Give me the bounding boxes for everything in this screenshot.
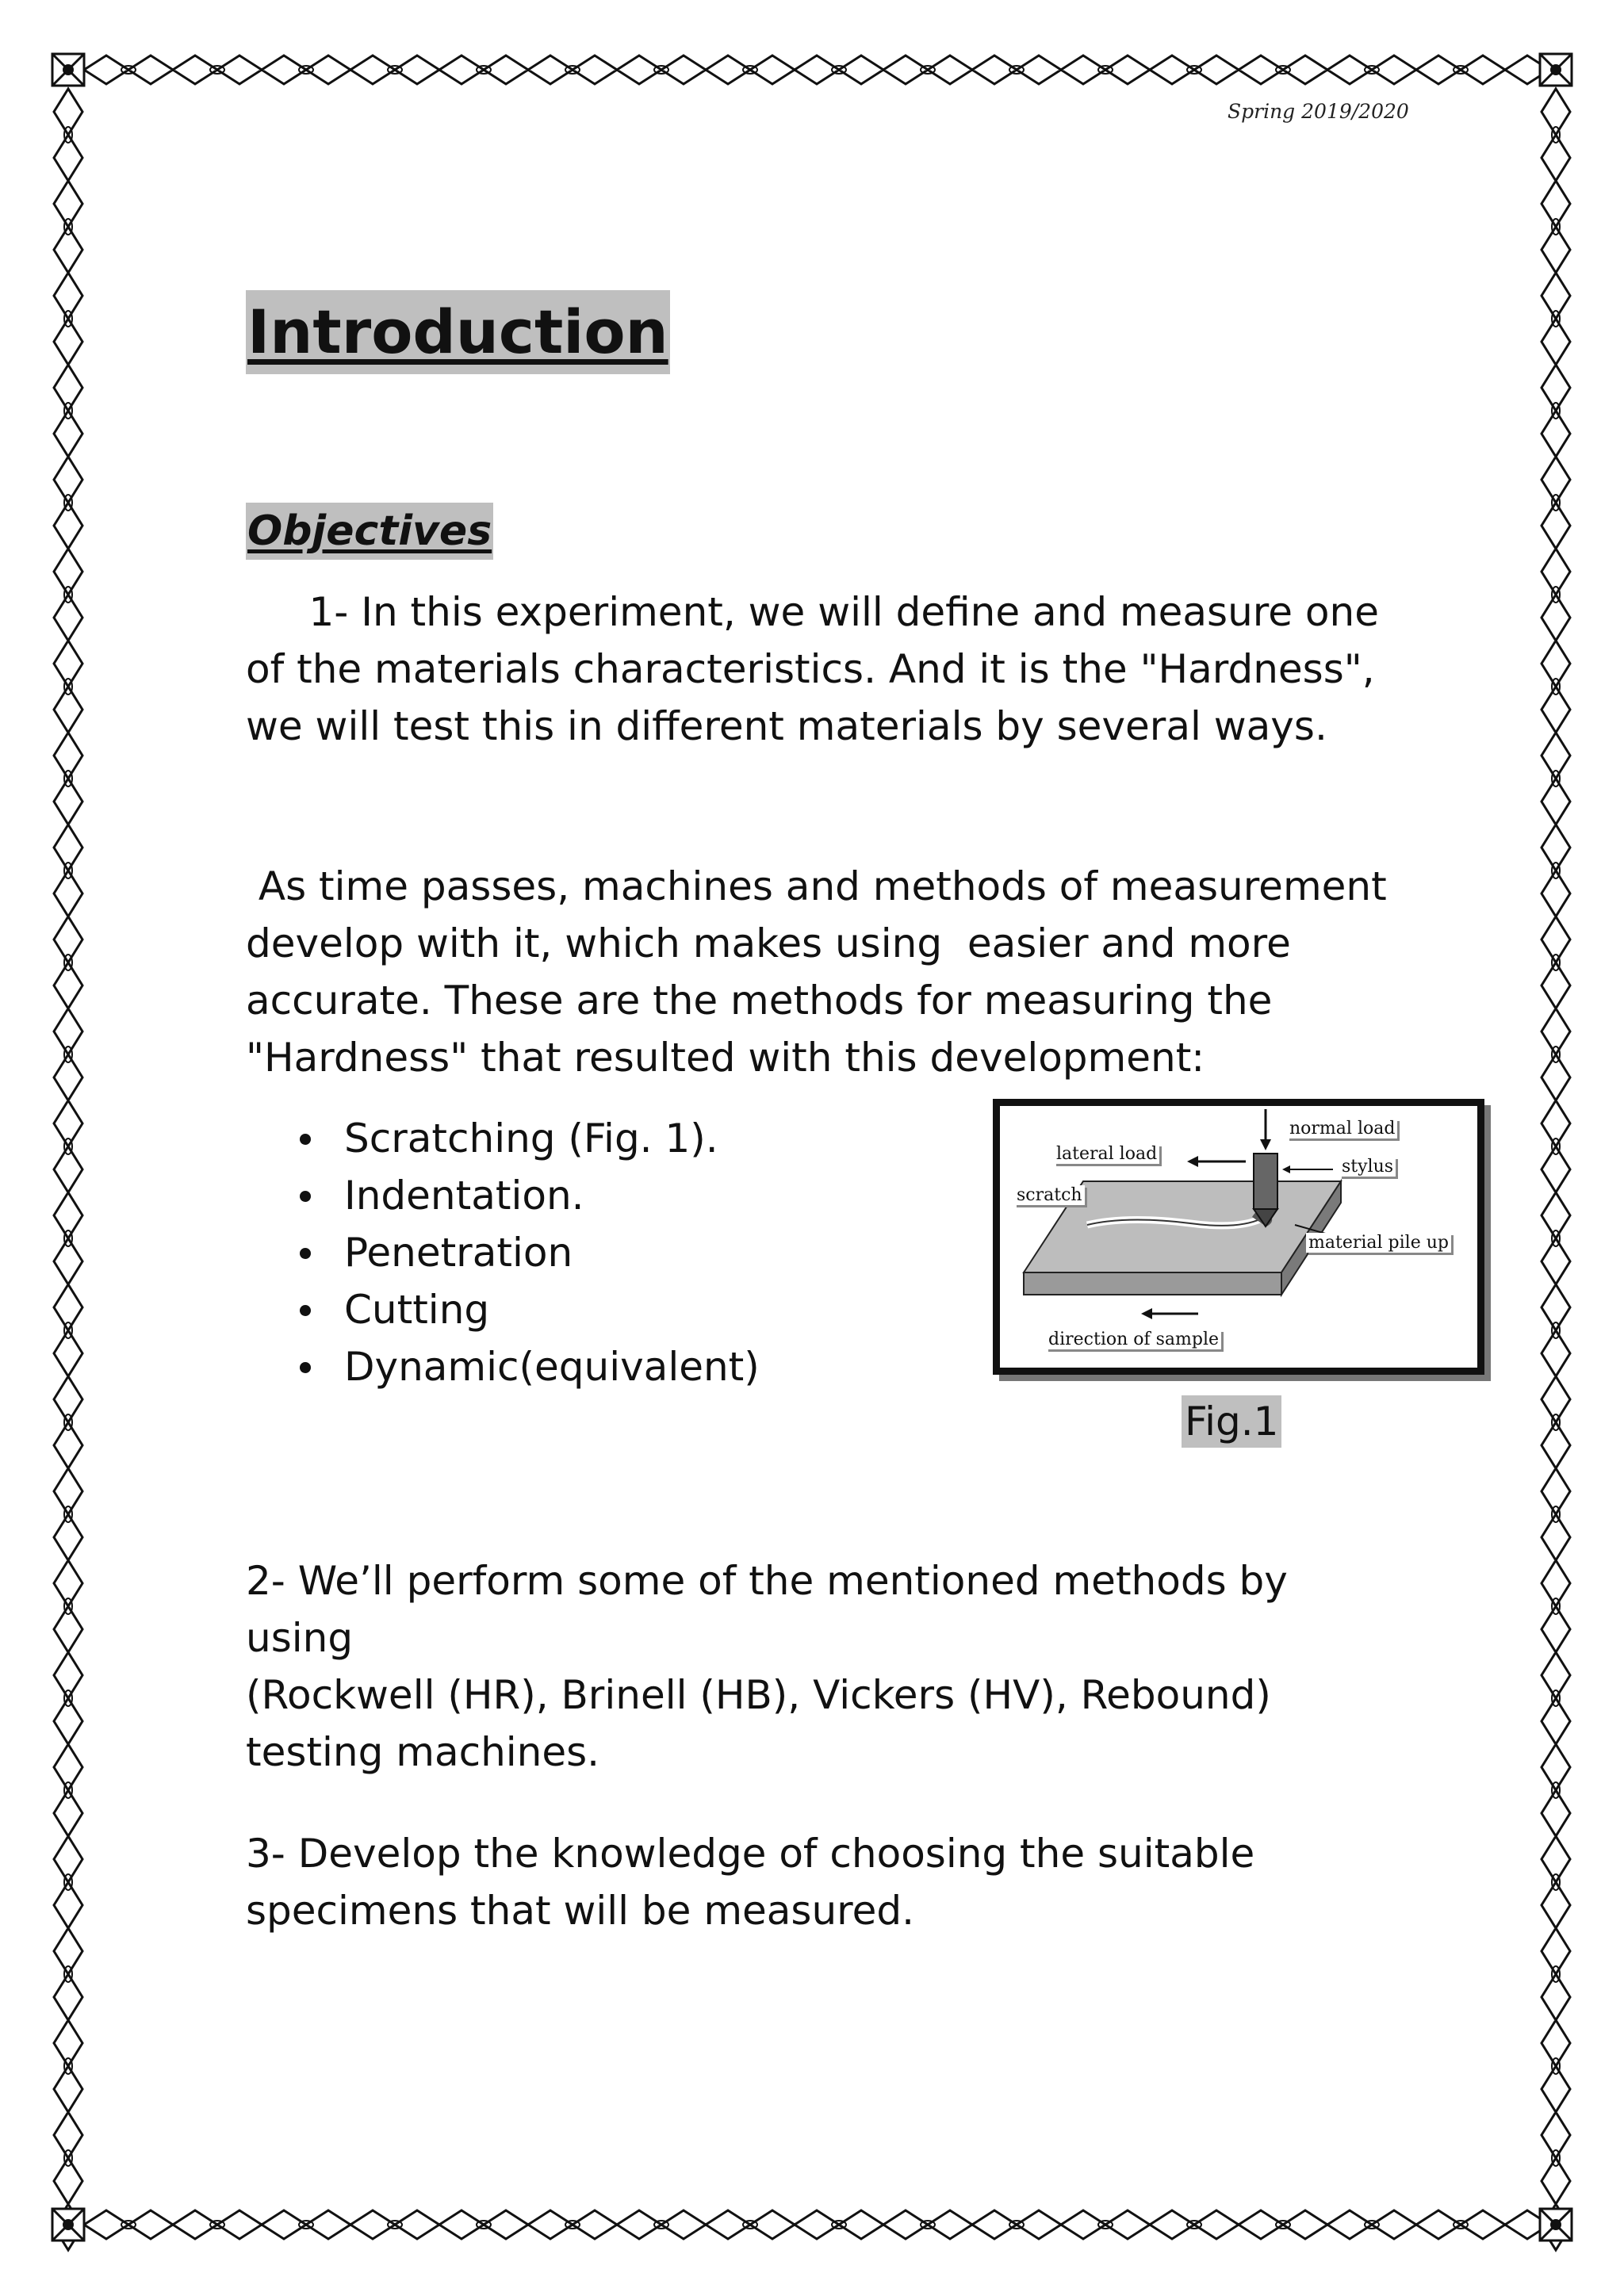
sample-front-face <box>1024 1272 1281 1295</box>
direction-label: direction of sample <box>1046 1330 1221 1349</box>
list-item: Indentation. <box>293 1167 760 1224</box>
objective-paragraph-1: 1- In this experiment, we will define and measure one of the materials characteristics. And it is the "Hardness", we will test this in different materials by several ways. <box>246 589 1379 749</box>
page-title: Introduction <box>246 290 670 374</box>
scratch-label: scratch <box>1014 1185 1085 1205</box>
methods-intro-paragraph: As time passes, machines and methods of measurement develop with it, which makes using easier and more accurate. These are the methods for measuring the "Hardness" that resulted with this development: <box>246 863 1387 1081</box>
list-item: Dynamic(equivalent) <box>293 1338 760 1395</box>
methods-list <box>293 1110 760 1395</box>
material-pile-up-label: material pile up <box>1306 1233 1451 1253</box>
lateral-load-label: lateral load <box>1054 1144 1159 1164</box>
normal-load-label: normal load <box>1287 1119 1397 1138</box>
objective-paragraph-3: 3- Develop the knowledge of choosing the suitable specimens that will be measured. <box>246 1831 1255 1934</box>
objective-paragraph-2: 2- We’ll perform some of the mentioned methods by using (Rockwell (HR), Brinell (HB), Vickers (HV), Rebound) testing machines. <box>246 1558 1288 1775</box>
list-item: Cutting <box>293 1281 760 1338</box>
stylus-shape <box>1254 1154 1277 1209</box>
stylus-label: stylus <box>1339 1157 1396 1177</box>
list-item: Penetration <box>293 1224 760 1281</box>
semester-note: Spring 2019/2020 <box>1228 100 1409 123</box>
objectives-heading: Objectives <box>246 503 493 560</box>
scratch-test-figure <box>993 1099 1484 1375</box>
list-item: Scratching (Fig. 1). <box>293 1110 760 1167</box>
figure-caption: Fig.1 <box>1182 1395 1281 1448</box>
